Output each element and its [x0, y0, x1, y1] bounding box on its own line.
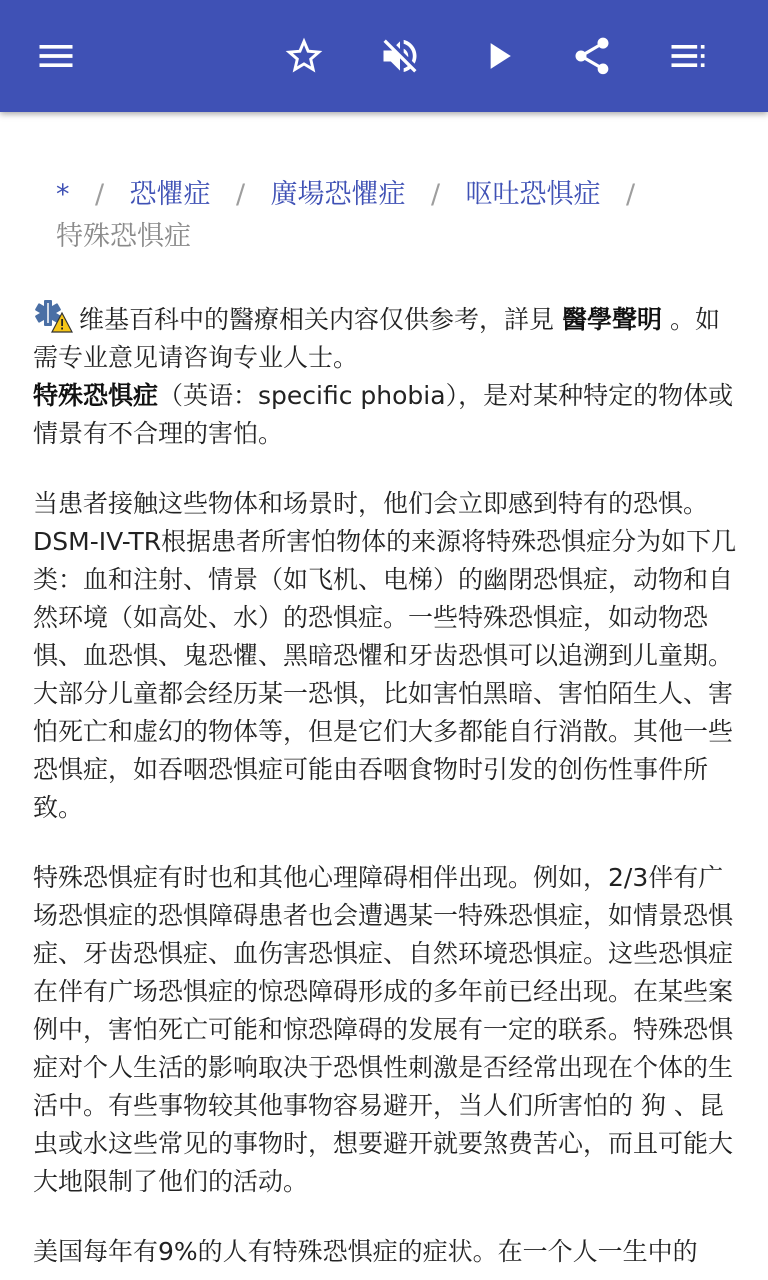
disclaimer-text: 维基百科中的醫療相关内容仅供参考，詳見	[79, 305, 555, 334]
menu-icon	[34, 34, 78, 78]
breadcrumb-separator: /	[235, 179, 246, 210]
paragraph-1: 当患者接触这些物体和场景时，他们会立即感到特有的恐惧。DSM-IV-TR根据患者所害怕物体的来源将特殊恐惧症分为如下几类：血和注射、情景（如飞机、电梯）的幽閉恐惧症，动物和自然环境（如高处、水）的恐惧症。一些特殊恐惧症，如动物恐惧、血恐惧、鬼恐懼、黑暗恐懼和牙齿恐惧可以追溯到儿童期。大部分儿童都会经历某一恐惧，比如害怕黑暗、害怕陌生人、害怕死亡和虚幻的物体等，但是它们大多都能自行消散。其他一些恐惧症，如吞咽恐惧症可能由吞咽食物时引发的创伤性事件所致。	[33, 489, 737, 822]
breadcrumb-item-emetophobia[interactable]: 呕吐恐惧症	[465, 179, 601, 210]
breadcrumb-item-agoraphobia[interactable]: 廣場恐懼症	[270, 179, 406, 210]
breadcrumb-item-phobia[interactable]: 恐懼症	[129, 179, 211, 210]
medical-disclaimer	[33, 298, 738, 377]
breadcrumb-separator: /	[94, 179, 105, 210]
play-icon	[476, 34, 520, 78]
breadcrumb-separator: /	[430, 179, 441, 210]
volume-off-icon	[378, 34, 422, 78]
app-toolbar	[0, 0, 768, 112]
intro-text: （英语：specific phobia），是对某种特定的物体或情景有不合理的害怕。	[33, 381, 734, 448]
contents-button[interactable]	[656, 24, 720, 88]
breadcrumb-current: 特殊恐惧症	[56, 221, 191, 252]
breadcrumb-separator: /	[625, 179, 636, 210]
paragraph-2: 特殊恐惧症有时也和其他心理障碍相伴出现。例如，2/3伴有广场恐惧症的恐惧障碍患者也会遭遇某一特殊恐惧症，如情景恐惧症、牙齿恐惧症、血伤害恐惧症、自然环境恐惧症。这些恐惧症在伴有广场恐惧症的惊恐障碍形成的多年前已经出现。在某些案例中，害怕死亡可能和惊恐障碍的发展有一定的联系。特殊恐惧症对个人生活的影响取决于恐惧性刺激是否经常出现在个体的生活中。有些事物较其他事物容易避开，当人们所害怕的 狗 、昆虫或水这些常见的事物时，想要避开就要煞费苦心，而且可能大大地限制了他们的活动。	[33, 863, 734, 1196]
share-icon	[570, 34, 614, 78]
breadcrumb	[56, 174, 736, 258]
article-term: 特殊恐惧症	[33, 381, 159, 410]
mute-button[interactable]	[368, 24, 432, 88]
paragraph-3: 美国每年有9%的人有特殊恐惧症的症状。在一个人一生中的	[33, 1237, 698, 1266]
play-button[interactable]	[466, 24, 530, 88]
playlist-icon	[666, 34, 710, 78]
breadcrumb-item-home[interactable]: *	[56, 179, 70, 210]
article-body	[33, 298, 738, 1280]
bookmark-button[interactable]	[272, 24, 336, 88]
medical-disclaimer-link[interactable]: 醫學聲明	[561, 305, 662, 334]
article-content	[0, 112, 768, 1280]
star-icon	[282, 34, 326, 78]
intro-paragraph	[33, 377, 738, 453]
share-button[interactable]	[560, 24, 624, 88]
disclaimer-text-end: 。如需专业意见请咨询专业人士。	[33, 305, 720, 372]
menu-button[interactable]	[24, 24, 88, 88]
medical-warning-icon	[33, 298, 73, 334]
